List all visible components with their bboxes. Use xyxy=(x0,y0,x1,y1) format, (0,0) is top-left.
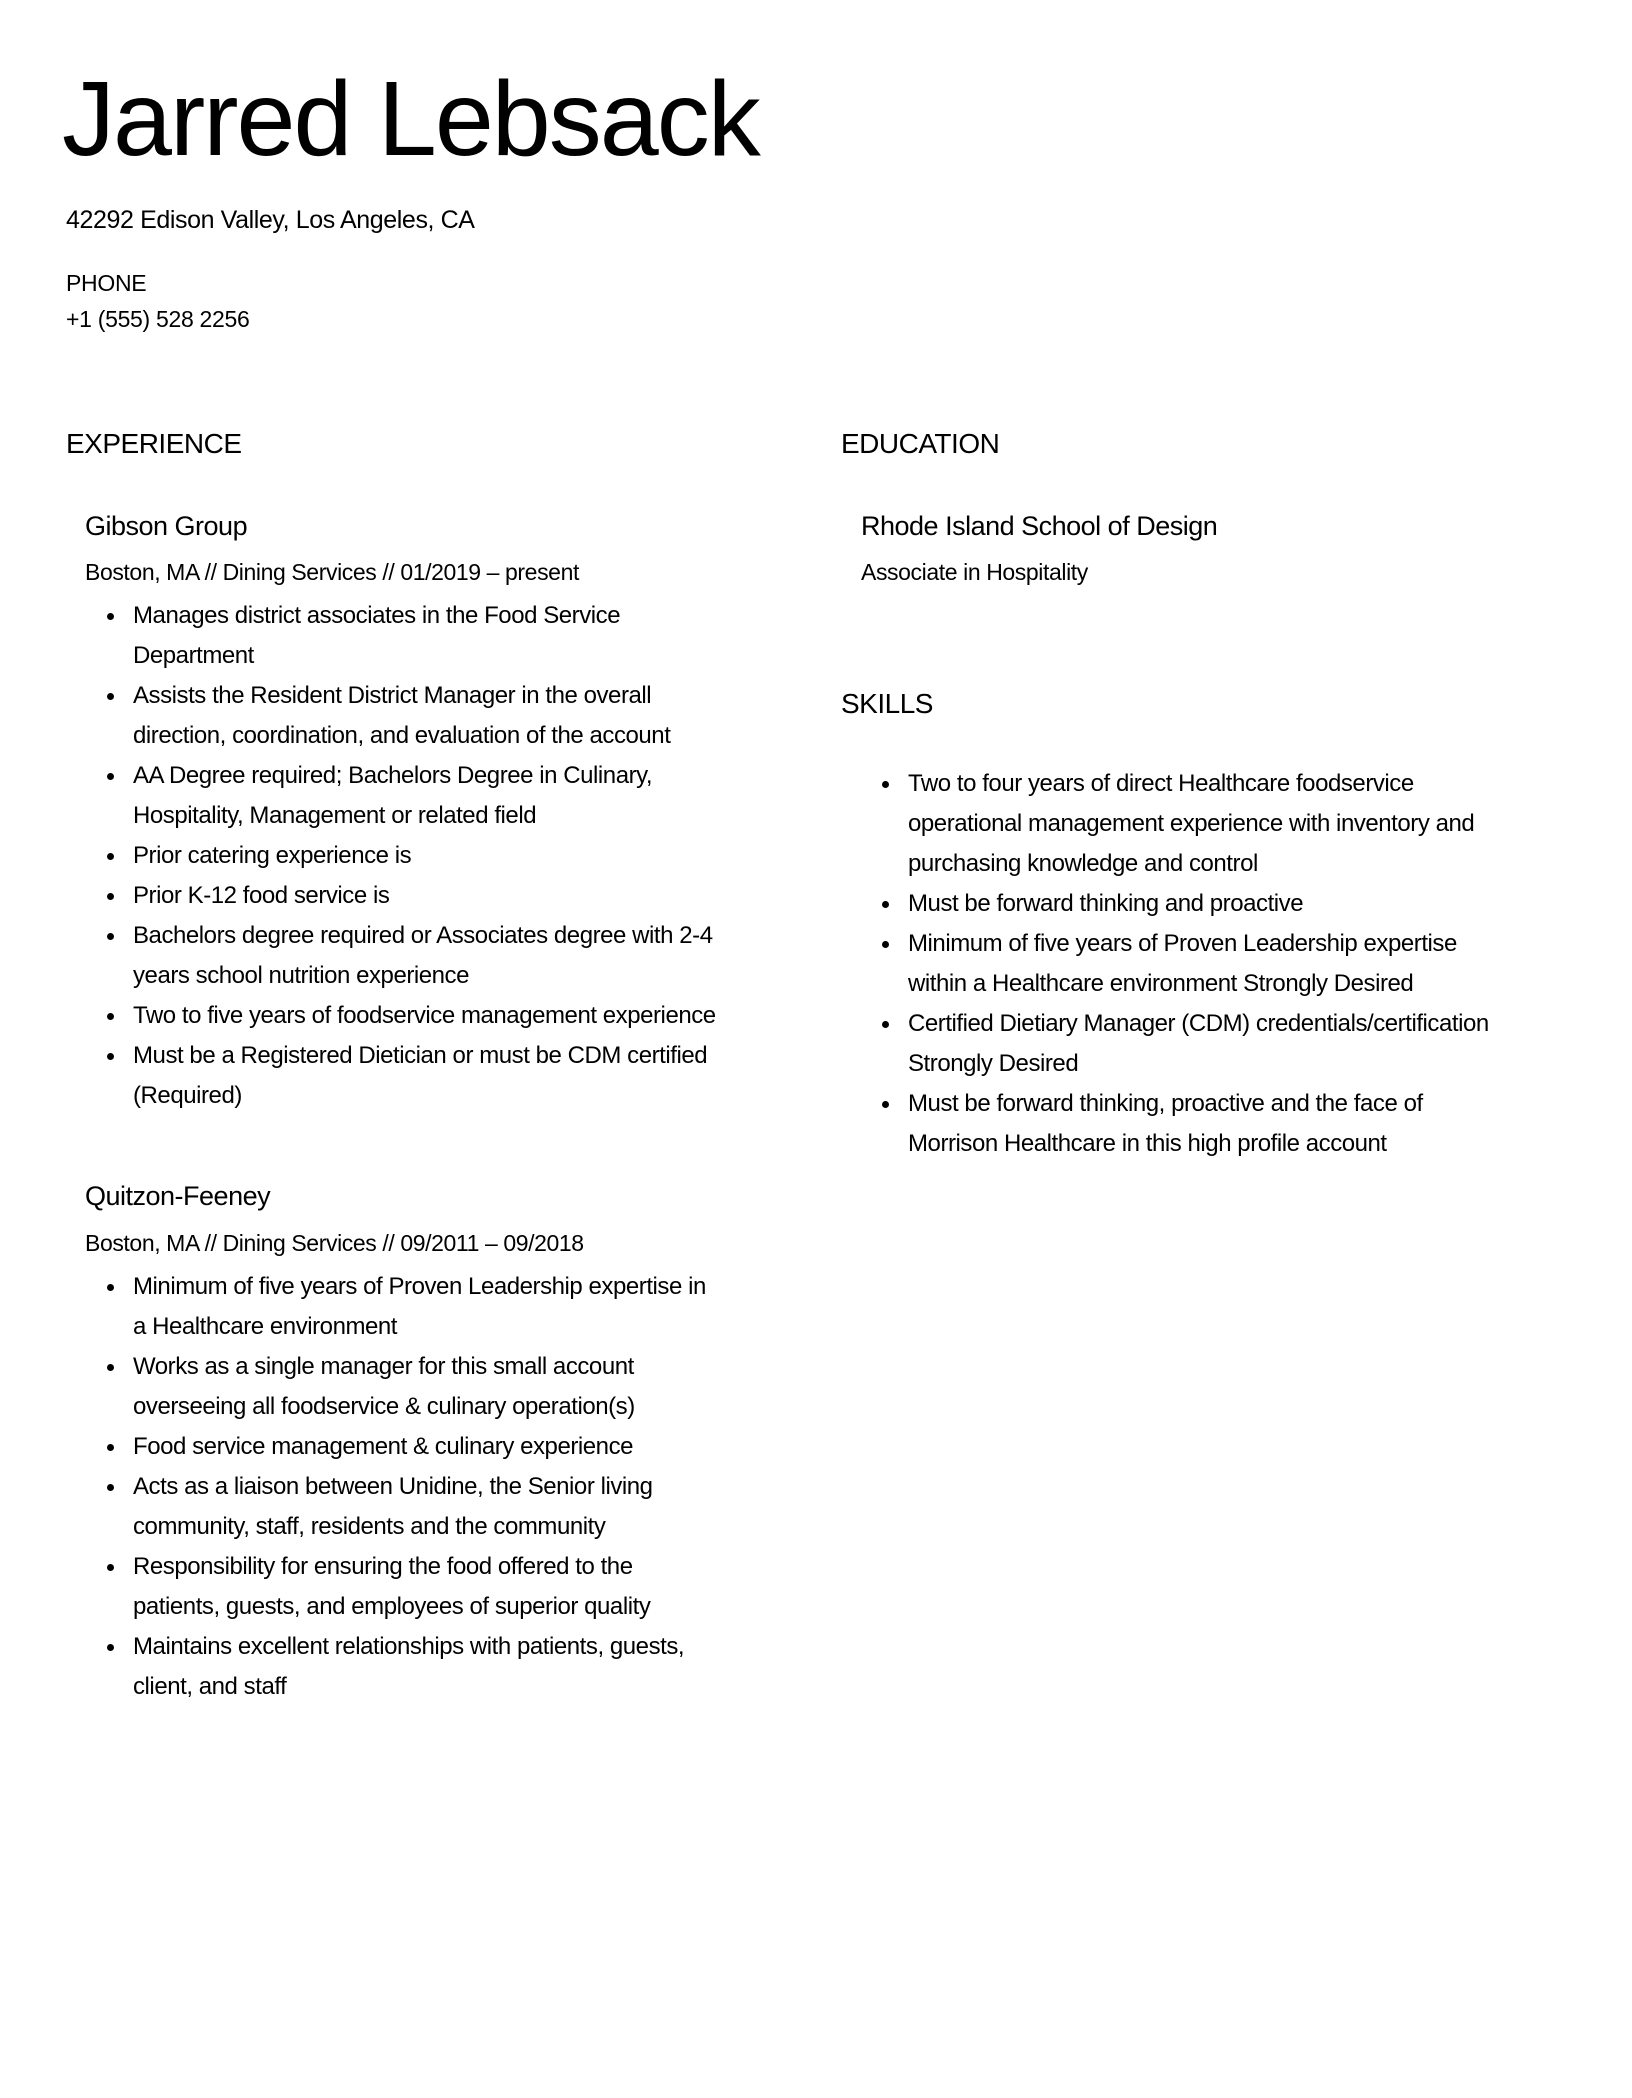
job-company: Quitzon-Feeney xyxy=(85,1181,271,1211)
list-item-text: Responsibility for ensuring the food offered to the patients, guests, and employees of superior quality xyxy=(133,1553,651,1620)
bullet-icon xyxy=(882,781,889,788)
phone-number: +1 (555) 528 2256 xyxy=(66,306,250,332)
list-item xyxy=(908,924,1489,1004)
bullet-icon xyxy=(107,853,114,860)
school-name: Rhode Island School of Design xyxy=(861,511,1218,541)
list-item-text: Manages district associates in the Food Service Department xyxy=(133,602,621,669)
bullet-icon xyxy=(107,1484,114,1491)
list-item-text: Bachelors degree required or Associates degree with 2-4 years school nutrition experience xyxy=(133,922,713,989)
job-bullets xyxy=(133,596,716,1116)
bullet-icon xyxy=(882,941,889,948)
bullet-icon xyxy=(107,1644,114,1651)
bullet-icon xyxy=(882,1101,889,1108)
list-item xyxy=(908,1004,1489,1084)
list-item-text: Assists the Resident District Manager in the overall direction, coordination, and evaluation of the account xyxy=(133,682,671,749)
list-item xyxy=(133,1267,706,1347)
bullet-icon xyxy=(107,1564,114,1571)
list-item xyxy=(133,1627,706,1707)
list-item-text: Must be forward thinking, proactive and the face of Morrison Healthcare in this high profile account xyxy=(908,1090,1423,1157)
list-item xyxy=(133,1547,706,1627)
list-item-text: Must be forward thinking and proactive xyxy=(908,890,1304,917)
list-item xyxy=(133,1467,706,1547)
bullet-icon xyxy=(107,1444,114,1451)
bullet-icon xyxy=(107,1013,114,1020)
list-item-text: Prior catering experience is xyxy=(133,842,412,869)
candidate-name: Jarred Lebsack xyxy=(62,60,759,178)
list-item xyxy=(133,596,716,676)
address: 42292 Edison Valley, Los Angeles, CA xyxy=(66,206,475,234)
bullet-icon xyxy=(882,1021,889,1028)
bullet-icon xyxy=(107,1284,114,1291)
list-item-text: Two to four years of direct Healthcare foodservice operational management experience with inventory and purchasing knowledge and control xyxy=(908,770,1475,877)
list-item-text: Prior K-12 food service is xyxy=(133,882,390,909)
bullet-icon xyxy=(107,933,114,940)
bullet-icon xyxy=(107,773,114,780)
list-item xyxy=(133,1347,706,1427)
list-item-text: Must be a Registered Dietician or must be CDM certified (Required) xyxy=(133,1042,708,1109)
list-item xyxy=(133,676,716,756)
list-item xyxy=(133,1036,716,1116)
list-item-text: Works as a single manager for this small account overseeing all foodservice & culinary operation(s) xyxy=(133,1353,635,1420)
list-item-text: Maintains excellent relationships with patients, guests, client, and staff xyxy=(133,1633,685,1700)
list-item xyxy=(908,1084,1489,1164)
list-item xyxy=(133,916,716,996)
list-item xyxy=(133,876,716,916)
bullet-icon xyxy=(107,893,114,900)
list-item-text: Two to five years of foodservice management experience xyxy=(133,1002,716,1029)
bullet-icon xyxy=(107,1053,114,1060)
bullet-icon xyxy=(882,901,889,908)
list-item xyxy=(133,1427,706,1467)
bullet-icon xyxy=(107,693,114,700)
bullet-icon xyxy=(107,613,114,620)
list-item-text: Acts as a liaison between Unidine, the Senior living community, staff, residents and the community xyxy=(133,1473,653,1540)
list-item xyxy=(908,764,1489,884)
education-heading: EDUCATION xyxy=(841,428,1000,459)
list-item-text: Minimum of five years of Proven Leadership expertise within a Healthcare environment Strongly Desired xyxy=(908,930,1457,997)
degree: Associate in Hospitality xyxy=(861,559,1088,585)
job-company: Gibson Group xyxy=(85,511,248,541)
list-item-text: Certified Dietiary Manager (CDM) credentials/certification Strongly Desired xyxy=(908,1010,1489,1077)
job-meta: Boston, MA // Dining Services // 01/2019 – present xyxy=(85,559,579,585)
phone-label: PHONE xyxy=(66,270,147,296)
job-meta: Boston, MA // Dining Services // 09/2011 – 09/2018 xyxy=(85,1230,584,1256)
list-item xyxy=(133,756,716,836)
job-bullets xyxy=(133,1267,706,1707)
list-item xyxy=(133,996,716,1036)
list-item xyxy=(908,884,1489,924)
experience-heading: EXPERIENCE xyxy=(66,428,242,459)
list-item-text: Food service management & culinary experience xyxy=(133,1433,634,1460)
list-item xyxy=(133,836,716,876)
skills-list xyxy=(908,764,1489,1164)
skills-heading: SKILLS xyxy=(841,688,933,719)
list-item-text: AA Degree required; Bachelors Degree in Culinary, Hospitality, Management or related field xyxy=(133,762,653,829)
list-item-text: Minimum of five years of Proven Leadership expertise in a Healthcare environment xyxy=(133,1273,706,1340)
bullet-icon xyxy=(107,1364,114,1371)
